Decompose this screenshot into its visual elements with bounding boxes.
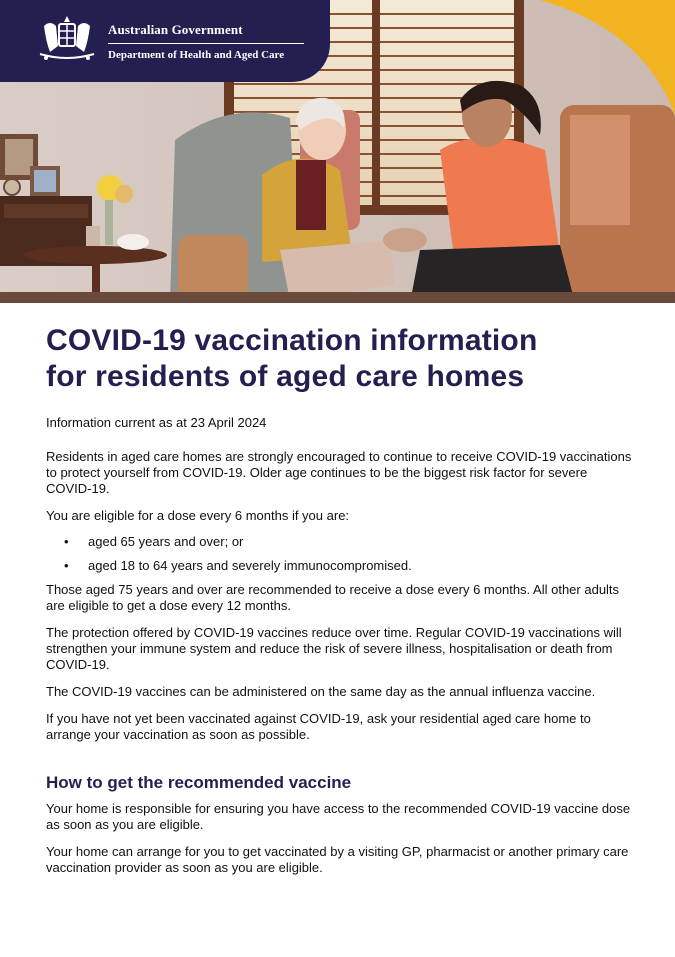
list-item-text: aged 18 to 64 years and severely immunocompromised. xyxy=(88,558,412,573)
government-banner xyxy=(0,0,330,82)
list-item-text: aged 65 years and over; or xyxy=(88,534,244,549)
eligibility-list xyxy=(46,534,636,574)
swan-ornament xyxy=(117,234,149,250)
hero-photo xyxy=(0,0,675,303)
department-name: Department of Health and Aged Care xyxy=(108,49,285,61)
eligibility-intro: You are eligible for a dose every 6 months if you are: xyxy=(46,508,350,523)
title-line-1: COVID-19 vaccination information xyxy=(46,324,538,357)
banner-divider xyxy=(108,43,304,44)
section-paragraph-responsibility: Your home is responsible for ensuring you have access to the recommended COVID-19 vaccine dose as soon as you are eligible. xyxy=(46,801,631,832)
government-name: Australian Government xyxy=(108,22,243,37)
title-line-2: for residents of aged care homes xyxy=(46,360,525,393)
list-item xyxy=(46,534,636,550)
bullet-icon: • xyxy=(64,558,69,573)
bullet-icon: • xyxy=(64,534,69,549)
page-title xyxy=(46,323,636,395)
section-heading: How to get the recommended vaccine xyxy=(46,773,352,792)
section-paragraph-arrangement: Your home can arrange for you to get vaccinated by a visiting GP, pharmacist or another primary care vaccination provider as soon as you are eligible. xyxy=(46,844,629,875)
clock-icon xyxy=(4,179,20,195)
info-date: Information current as at 23 April 2024 xyxy=(46,415,267,430)
paragraph-protection: The protection offered by COVID-19 vaccines reduce over time. Regular COVID-19 vaccinations will strengthen your immune system and reduce the risk of severe illness, hospitalisation or death from COVID-19. xyxy=(46,625,622,672)
document-body xyxy=(46,323,636,876)
coat-of-arms-icon xyxy=(36,12,98,64)
paragraph-dose-frequency: Those aged 75 years and over are recommended to receive a dose every 6 months. All other adults are eligible to get a dose every 12 months. xyxy=(46,582,620,613)
paragraph-not-vaccinated: If you have not yet been vaccinated against COVID-19, ask your residential aged care home to arrange your vaccination as soon as possible. xyxy=(46,711,591,742)
list-item xyxy=(46,558,636,574)
intro-paragraph: Residents in aged care homes are strongly encouraged to continue to receive COVID-19 vaccinations to protect yourself from COVID-19. Older age continues to be the biggest risk factor for severe COVID-19. xyxy=(46,449,632,496)
paragraph-influenza: The COVID-19 vaccines can be administered on the same day as the annual influenza vaccine. xyxy=(46,684,596,699)
